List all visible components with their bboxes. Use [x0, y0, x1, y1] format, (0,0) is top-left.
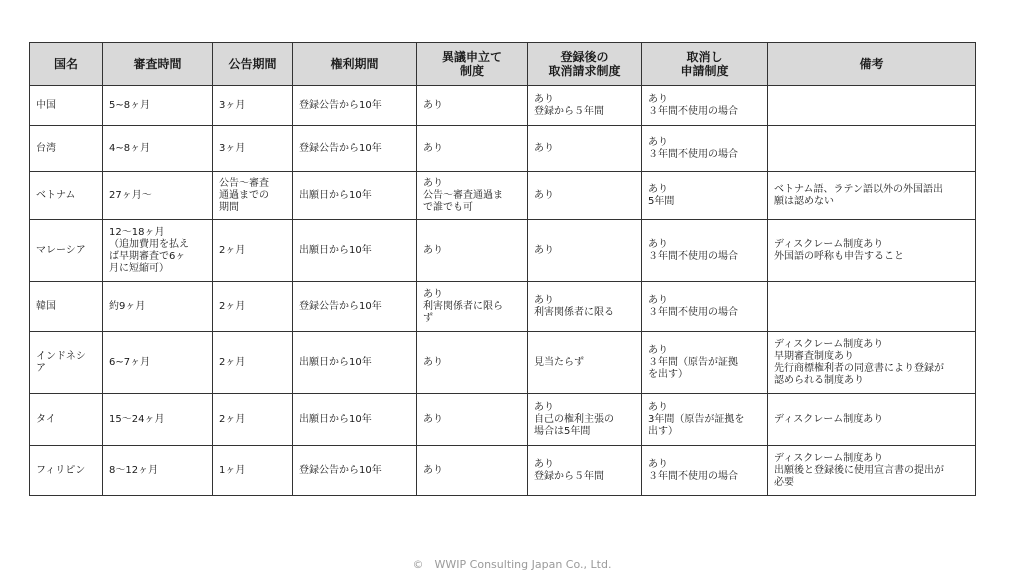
header-line: 登録後の: [560, 50, 609, 64]
cell-cancellation-request: [642, 282, 768, 332]
table-row: [30, 394, 976, 446]
cell-text-line: あり: [534, 93, 554, 105]
cell-opposition: [417, 86, 528, 126]
cell-review-time: [103, 332, 213, 394]
cell-text-line: 2ヶ月: [219, 300, 246, 312]
cell-text-line: ア: [36, 362, 46, 374]
cell-opposition: [417, 282, 528, 332]
cell-text-line: 見当たらず: [534, 356, 584, 368]
cell-cancellation-request: [642, 220, 768, 282]
cell-opposition: [417, 332, 528, 394]
cell-remarks: [768, 332, 976, 394]
cell-text-line: 自己の権利主張の: [534, 413, 614, 425]
cell-country: [30, 282, 103, 332]
cell-opposition: [417, 446, 528, 496]
cell-text-line: 4~8ヶ月: [109, 142, 151, 154]
cell-text-line: 認められる制度あり: [774, 374, 864, 386]
table-row: [30, 86, 976, 126]
cell-text-line: （追加費用を払え: [109, 238, 189, 250]
cell-text-line: 期間: [219, 201, 239, 213]
cell-cancellation-request: [642, 86, 768, 126]
table-header-row: [30, 43, 976, 86]
cell-post-registration-cancellation: [528, 86, 642, 126]
cell-opposition: [417, 220, 528, 282]
cell-country: [30, 86, 103, 126]
cell-publication-period: [213, 172, 293, 220]
cell-remarks: [768, 86, 976, 126]
cell-text-line: 8～12ヶ月: [109, 464, 159, 476]
cell-right-term: [293, 332, 417, 394]
table-row: [30, 126, 976, 172]
cell-text-line: 登録公告から10年: [299, 99, 382, 111]
cell-post-registration-cancellation: [528, 394, 642, 446]
header-line: 取消し: [686, 50, 723, 64]
table-row: [30, 172, 976, 220]
cell-text-line: 登録公告から10年: [299, 300, 382, 312]
cell-cancellation-request: [642, 126, 768, 172]
cell-review-time: [103, 446, 213, 496]
cell-text-line: 15～24ヶ月: [109, 413, 165, 425]
cell-text-line: 登録から５年間: [534, 105, 604, 117]
cell-text-line: 2ヶ月: [219, 413, 246, 425]
table-row: [30, 220, 976, 282]
copyright-footer: © WWIP Consulting Japan Co., Ltd.: [412, 558, 612, 571]
cell-remarks: [768, 126, 976, 172]
cell-text-line: 公告～審査通過ま: [423, 189, 503, 201]
cell-remarks: [768, 394, 976, 446]
cell-text-line: ３年間不使用の場合: [648, 148, 738, 160]
cell-text-line: 約9ヶ月: [109, 300, 146, 312]
cell-text-line: 願は認めない: [774, 195, 834, 207]
cell-text-line: ３年間不使用の場合: [648, 470, 738, 482]
cell-text-line: フィリピン: [36, 464, 86, 476]
cell-publication-period: [213, 332, 293, 394]
cell-text-line: 登録公告から10年: [299, 464, 382, 476]
cell-publication-period: [213, 282, 293, 332]
table-row: [30, 446, 976, 496]
cell-text-line: 出願日から10年: [299, 244, 372, 256]
cell-text-line: あり: [534, 189, 554, 201]
cell-text-line: ３年間（原告が証拠: [648, 356, 738, 368]
cell-publication-period: [213, 446, 293, 496]
cell-text-line: あり: [423, 413, 443, 425]
cell-review-time: [103, 172, 213, 220]
cell-text-line: 中国: [36, 99, 56, 111]
cell-remarks: [768, 172, 976, 220]
cell-text-line: あり: [423, 177, 443, 189]
cell-text-line: 出願日から10年: [299, 189, 372, 201]
cell-country: [30, 220, 103, 282]
cell-cancellation-request: [642, 394, 768, 446]
cell-text-line: マレーシア: [36, 244, 86, 256]
cell-text-line: 利害関係者に限る: [534, 306, 614, 318]
cell-text-line: 必要: [774, 476, 794, 488]
cell-text-line: 出す）: [648, 425, 678, 437]
cell-text-line: あり: [423, 244, 443, 256]
cell-text-line: 先行商標権利者の同意書により登録が: [774, 362, 944, 374]
cell-text-line: ３年間不使用の場合: [648, 105, 738, 117]
cell-post-registration-cancellation: [528, 172, 642, 220]
cell-text-line: あり: [534, 244, 554, 256]
cell-text-line: あり: [648, 238, 668, 250]
cell-remarks: [768, 220, 976, 282]
cell-text-line: 2ヶ月: [219, 356, 246, 368]
cell-right-term: [293, 172, 417, 220]
cell-text-line: あり: [534, 401, 554, 413]
cell-text-line: あり: [423, 142, 443, 154]
cell-publication-period: [213, 126, 293, 172]
cell-text-line: ディスクレーム制度あり: [774, 338, 884, 350]
cell-post-registration-cancellation: [528, 332, 642, 394]
cell-post-registration-cancellation: [528, 126, 642, 172]
header-line: 審査時間: [133, 57, 182, 71]
cell-text-line: あり: [648, 183, 668, 195]
cell-text-line: 出願日から10年: [299, 413, 372, 425]
cell-country: [30, 172, 103, 220]
cell-text-line: 登録から５年間: [534, 470, 604, 482]
header-line: 国名: [53, 57, 78, 71]
header-line: 申請制度: [680, 64, 729, 78]
cell-text-line: あり: [648, 458, 668, 470]
cell-text-line: あり: [648, 136, 668, 148]
header-line: 公告期間: [228, 57, 277, 71]
cell-text-line: 5~8ヶ月: [109, 99, 151, 111]
cell-text-line: あり: [648, 294, 668, 306]
cell-text-line: 早期審査制度あり: [774, 350, 854, 362]
cell-text-line: で誰でも可: [423, 201, 473, 213]
cell-text-line: ベトナム語、ラテン語以外の外国語出: [774, 183, 943, 195]
cell-right-term: [293, 446, 417, 496]
column-header-remarks: [768, 43, 976, 86]
cell-publication-period: [213, 86, 293, 126]
cell-publication-period: [213, 220, 293, 282]
column-header-post-registration-cancellation: [528, 43, 642, 86]
header-line: 制度: [459, 64, 484, 78]
cell-country: [30, 332, 103, 394]
cell-text-line: あり: [648, 344, 668, 356]
cell-cancellation-request: [642, 332, 768, 394]
cell-text-line: ディスクレーム制度あり: [774, 238, 884, 250]
cell-right-term: [293, 282, 417, 332]
cell-opposition: [417, 172, 528, 220]
cell-text-line: 3年間（原告が証拠を: [648, 413, 745, 425]
cell-cancellation-request: [642, 446, 768, 496]
cell-post-registration-cancellation: [528, 282, 642, 332]
table-row: [30, 332, 976, 394]
cell-text-line: あり: [423, 464, 443, 476]
cell-text-line: あり: [534, 458, 554, 470]
column-header-right-term: [293, 43, 417, 86]
cell-text-line: 6~7ヶ月: [109, 356, 151, 368]
cell-review-time: [103, 86, 213, 126]
cell-opposition: [417, 394, 528, 446]
table-row: [30, 282, 976, 332]
header-line: 権利期間: [330, 57, 379, 71]
cell-text-line: 5年間: [648, 195, 675, 207]
cell-text-line: あり: [423, 356, 443, 368]
cell-text-line: 出願日から10年: [299, 356, 372, 368]
cell-cancellation-request: [642, 172, 768, 220]
cell-opposition: [417, 126, 528, 172]
cell-text-line: あり: [648, 401, 668, 413]
header-line: 備考: [859, 57, 884, 71]
column-header-review-time: [103, 43, 213, 86]
cell-country: [30, 126, 103, 172]
cell-text-line: 外国語の呼称も申告すること: [774, 250, 904, 262]
cell-text-line: 韓国: [36, 300, 56, 312]
cell-review-time: [103, 394, 213, 446]
cell-text-line: 12～18ヶ月: [109, 226, 165, 238]
header-line: 異議申立て: [441, 50, 502, 64]
column-header-country: [30, 43, 103, 86]
cell-text-line: 3ヶ月: [219, 142, 246, 154]
cell-text-line: を出す）: [648, 368, 688, 380]
cell-text-line: 利害関係者に限ら: [423, 300, 503, 312]
cell-text-line: ば早期審査で6ヶ: [109, 250, 186, 262]
cell-remarks: [768, 282, 976, 332]
table-body: [30, 86, 976, 496]
cell-text-line: あり: [423, 99, 443, 111]
cell-text-line: 公告～審査: [219, 177, 269, 189]
cell-right-term: [293, 126, 417, 172]
cell-text-line: 台湾: [36, 142, 56, 154]
column-header-publication-period: [213, 43, 293, 86]
cell-text-line: ディスクレーム制度あり: [774, 452, 884, 464]
cell-text-line: 1ヶ月: [219, 464, 246, 476]
cell-text-line: 場合は5年間: [534, 425, 591, 437]
cell-country: [30, 446, 103, 496]
cell-text-line: ず: [423, 312, 433, 324]
cell-text-line: あり: [648, 93, 668, 105]
cell-text-line: 2ヶ月: [219, 244, 246, 256]
cell-text-line: あり: [534, 294, 554, 306]
cell-text-line: あり: [534, 142, 554, 154]
cell-review-time: [103, 220, 213, 282]
cell-right-term: [293, 394, 417, 446]
cell-review-time: [103, 126, 213, 172]
cell-text-line: 3ヶ月: [219, 99, 246, 111]
cell-text-line: あり: [423, 288, 443, 300]
column-header-cancellation-request: [642, 43, 768, 86]
cell-right-term: [293, 220, 417, 282]
cell-text-line: ベトナム: [36, 189, 76, 201]
cell-text-line: インドネシ: [36, 350, 86, 362]
cell-review-time: [103, 282, 213, 332]
cell-country: [30, 394, 103, 446]
cell-text-line: 月に短縮可）: [109, 262, 169, 274]
cell-publication-period: [213, 394, 293, 446]
header-line: 取消請求制度: [548, 64, 621, 78]
cell-text-line: 通過までの: [219, 189, 269, 201]
cell-text-line: ディスクレーム制度あり: [774, 413, 884, 425]
cell-text-line: タイ: [36, 413, 56, 425]
cell-text-line: ３年間不使用の場合: [648, 250, 738, 262]
cell-remarks: [768, 446, 976, 496]
cell-text-line: 登録公告から10年: [299, 142, 382, 154]
cell-text-line: 出願後と登録後に使用宣言書の提出が: [774, 464, 944, 476]
cell-post-registration-cancellation: [528, 446, 642, 496]
trademark-comparison-table: [29, 42, 976, 496]
cell-post-registration-cancellation: [528, 220, 642, 282]
cell-right-term: [293, 86, 417, 126]
cell-text-line: ３年間不使用の場合: [648, 306, 738, 318]
column-header-opposition: [417, 43, 528, 86]
cell-text-line: 27ヶ月～: [109, 189, 152, 201]
